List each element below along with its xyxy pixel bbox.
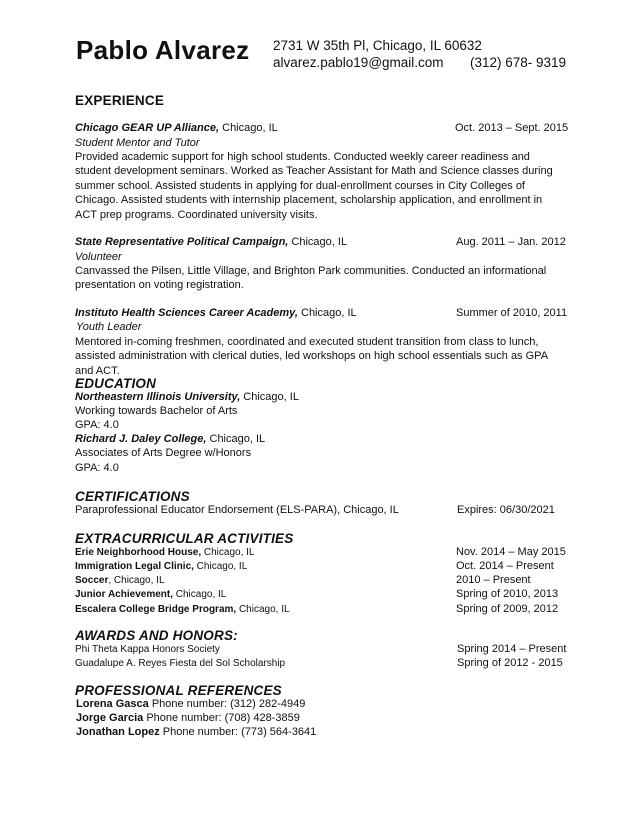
experience-role: Youth Leader: [76, 321, 142, 333]
phone: (312) 678- 9319: [470, 55, 567, 70]
activity-name: Soccer: [75, 575, 109, 586]
school-gpa: GPA: 4.0: [75, 462, 119, 474]
activity-location: Chicago, IL: [201, 547, 255, 558]
reference-item: [76, 698, 305, 710]
experience-description: Mentored in-coming freshmen, coordinated and executed student transition from class to lunch, assisted administration with clerical duties, led workshops on high school essentials such as GPA and ACT.: [75, 336, 548, 377]
extracurricular-heading: EXTRACURRICULAR ACTIVITIES: [75, 531, 294, 546]
address: 2731 W 35th Pl, Chicago, IL 60632: [273, 38, 482, 53]
resume-name: Pablo Alvarez: [76, 35, 250, 65]
activity-item: [75, 547, 255, 558]
references-heading: PROFESSIONAL REFERENCES: [75, 683, 282, 698]
experience-dates: Aug. 2011 – Jan. 2012: [456, 236, 566, 248]
email: alvarez.pablo19@gmail.com: [273, 55, 444, 70]
experience-location: Chicago, IL: [297, 307, 357, 319]
award-dates: Spring of 2012 - 2015: [457, 657, 563, 669]
reference-name: Jorge Garcia: [76, 712, 144, 724]
school-gpa: GPA: 4.0: [75, 419, 119, 431]
certifications-heading: CERTIFICATIONS: [75, 489, 190, 504]
activity-name: Junior Achievement,: [75, 589, 173, 600]
experience-entry-2-title: [75, 236, 347, 248]
reference-name: Lorena Gasca: [76, 698, 149, 710]
activity-item: [75, 604, 290, 615]
activity-dates: Spring of 2010, 2013: [456, 588, 559, 600]
experience-description: Provided academic support for high school students. Conducted weekly career readiness and student development seminars. Worked as Teacher Assistant for Math and Science classes during summer school. Assisted students in applying for dual-enrollment courses in City Colleges of Chicago. Assisted students with internship placement, scholarship application, and enrollment in ACT prep programs. Coordinated university visits.: [75, 151, 553, 221]
school-location: Chicago, IL: [206, 433, 266, 445]
award-name: Guadalupe A. Reyes Fiesta del Sol Scholarship: [75, 658, 286, 669]
reference-phone: Phone number: (773) 564-3641: [159, 726, 317, 738]
activity-location: Chicago, IL: [193, 561, 248, 572]
experience-org: Chicago GEAR UP Alliance,: [75, 122, 220, 134]
activity-dates: Nov. 2014 – May 2015: [456, 546, 566, 558]
school-location: Chicago, IL: [240, 391, 299, 403]
certification-date: Expires: 06/30/2021: [457, 504, 555, 516]
experience-entry-3-title: [75, 307, 357, 319]
activity-item: [75, 561, 247, 572]
awards-heading: AWARDS AND HONORS:: [75, 628, 238, 643]
experience-org: Instituto Health Sciences Career Academy,: [75, 307, 298, 319]
activity-item: [75, 589, 226, 600]
activity-location: Chicago, IL: [236, 604, 290, 615]
reference-item: [76, 726, 316, 738]
experience-entry-1-title: [75, 122, 278, 134]
school-name: Northeastern Illinois University,: [75, 391, 241, 403]
experience-dates: Oct. 2013 – Sept. 2015: [455, 122, 569, 134]
school-degree: Associates of Arts Degree w/Honors: [75, 447, 252, 459]
experience-org: State Representative Political Campaign,: [75, 236, 289, 248]
activity-location: , Chicago, IL: [108, 575, 165, 586]
experience-heading: EXPERIENCE: [75, 93, 165, 108]
school-degree: Working towards Bachelor of Arts: [75, 405, 238, 417]
experience-role: Student Mentor and Tutor: [75, 137, 200, 149]
school-name: Richard J. Daley College,: [75, 433, 207, 445]
activity-dates: Oct. 2014 – Present: [456, 560, 554, 572]
activity-item: [75, 575, 165, 586]
experience-location: Chicago, IL: [288, 236, 348, 248]
school-2-title: [75, 433, 265, 445]
activity-location: Chicago, IL: [173, 589, 227, 600]
activity-name: Escalera College Bridge Program,: [75, 604, 237, 615]
reference-phone: Phone number: (312) 282-4949: [148, 698, 306, 710]
reference-item: [76, 712, 300, 724]
award-dates: Spring 2014 – Present: [457, 643, 567, 655]
activity-name: Erie Neighborhood House,: [75, 547, 202, 558]
experience-role: Volunteer: [75, 251, 122, 263]
activity-dates: 2010 – Present: [456, 574, 531, 586]
experience-description: Canvassed the Pilsen, Little Village, and Brighton Park communities. Conducted an informational presentation on voting registration.: [75, 265, 547, 292]
experience-location: Chicago, IL: [219, 122, 278, 134]
award-name: Phi Theta Kappa Honors Society: [75, 644, 220, 655]
experience-dates: Summer of 2010, 2011: [456, 307, 568, 319]
school-1-title: [75, 391, 299, 403]
activity-dates: Spring of 2009, 2012: [456, 603, 559, 615]
activity-name: Immigration Legal Clinic,: [75, 561, 194, 572]
education-heading: EDUCATION: [75, 376, 157, 391]
reference-name: Jonathan Lopez: [76, 726, 160, 738]
reference-phone: Phone number: (708) 428-3859: [143, 712, 300, 724]
certification-item: Paraprofessional Educator Endorsement (ELS-PARA), Chicago, IL: [75, 504, 399, 516]
